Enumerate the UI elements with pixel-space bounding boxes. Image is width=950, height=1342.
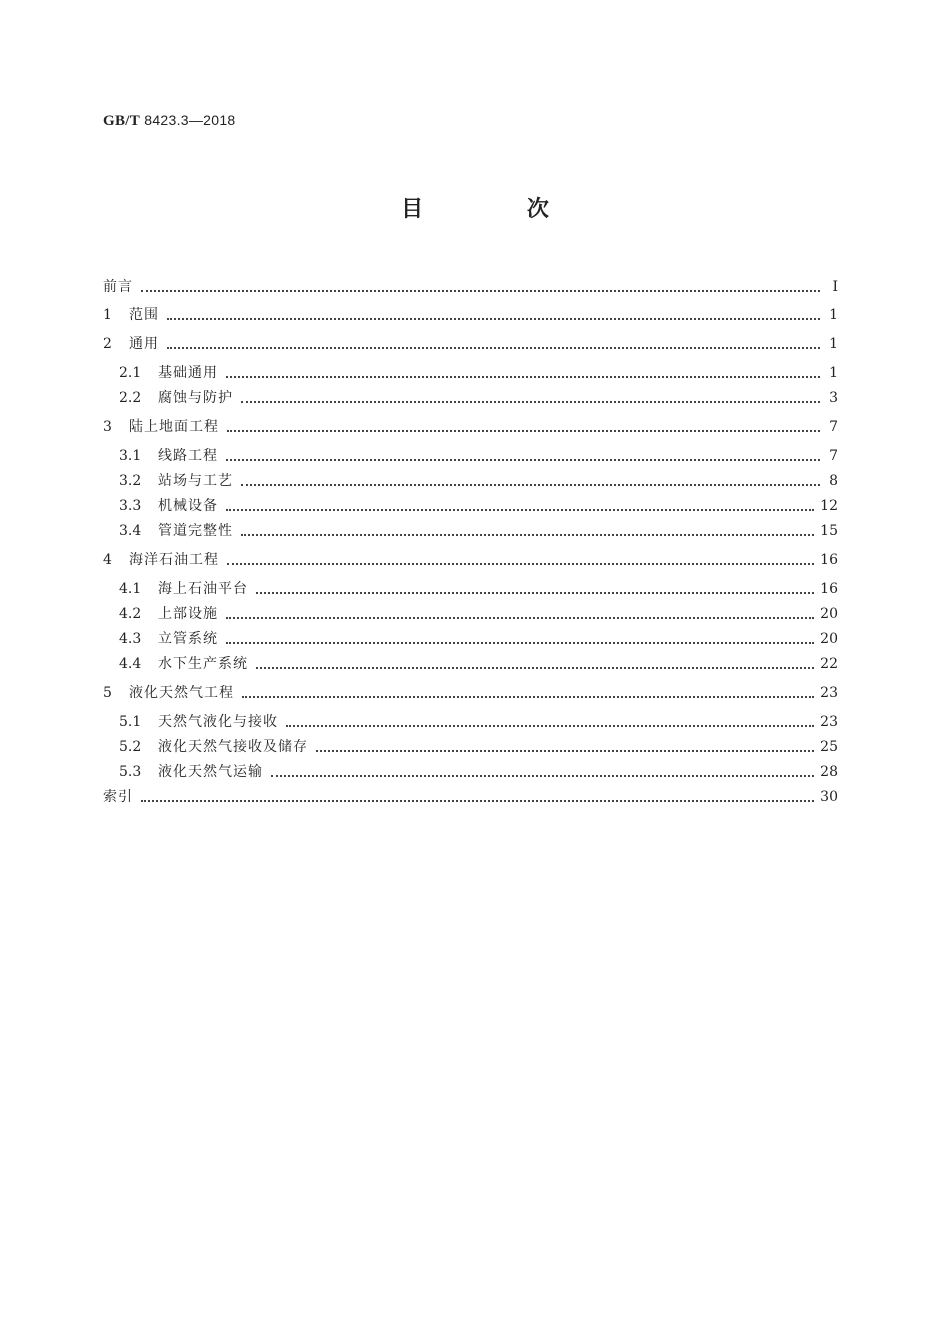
toc-entry-label: 液化天然气工程 [129,685,234,701]
toc-entry-page: Ⅰ [832,279,838,295]
leader-dots [316,740,814,752]
toc-entry-label: 管道完整性 [158,523,233,539]
toc-entry[interactable] [103,276,838,296]
toc-entry-number: 1 [103,307,112,323]
toc-entry[interactable] [103,786,838,806]
toc-entry-page: 8 [829,473,838,489]
toc-entry-number: 5.3 [119,764,142,780]
toc-entry[interactable] [103,549,838,569]
toc-entry-page: 12 [820,498,838,514]
leader-dots [227,553,814,565]
toc-entry-page: 28 [820,764,838,780]
toc-entry-page: 23 [820,714,838,730]
toc-entry-page: 25 [820,739,838,755]
toc-entry-number: 3.4 [119,523,142,539]
toc-entry[interactable] [119,711,838,731]
leader-dots [167,337,820,349]
toc-entry-page: 22 [820,656,838,672]
toc-entry[interactable] [103,304,838,324]
toc-entry-number: 2.1 [119,365,142,381]
toc-entry-label: 腐蚀与防护 [158,390,233,406]
toc-entry-page: 16 [820,581,838,597]
leader-dots [241,391,820,403]
toc-entry-number: 4 [103,552,112,568]
standard-code: 8423.3—2018 [144,112,236,128]
toc-entry-number: 5.2 [119,739,142,755]
toc-entry-label: 通用 [129,336,159,352]
page-title: 目 次 [401,197,597,222]
leader-dots [242,686,814,698]
toc-entry[interactable] [119,495,838,515]
toc-entry[interactable] [103,682,838,702]
toc-entry-page: 1 [829,336,838,352]
toc-entry-label: 水下生产系统 [158,656,248,672]
toc-entry-label: 上部设施 [158,606,218,622]
standard-prefix: GB/T [103,113,141,129]
toc-entry[interactable] [119,603,838,623]
leader-dots [241,524,814,536]
leader-dots [167,308,820,320]
toc-entry-number: 4.3 [119,631,142,647]
toc-entry-label: 液化天然气接收及储存 [158,739,308,755]
leader-dots [226,449,820,461]
toc-entry-number: 4.1 [119,581,142,597]
toc-entry-page: 1 [829,307,838,323]
toc-entry[interactable] [103,416,838,436]
toc-entry[interactable] [119,362,838,382]
toc-entry-label: 前言 [103,279,133,295]
toc-entry-label: 立管系统 [158,631,218,647]
toc-entry-page: 20 [820,606,838,622]
toc-entry-label: 基础通用 [158,365,218,381]
toc-entry[interactable] [103,333,838,353]
toc-entry-page: 1 [829,365,838,381]
toc-entry-label: 范围 [129,307,159,323]
toc-entry[interactable] [119,387,838,407]
toc-entry-number: 5.1 [119,714,142,730]
toc-entry-page: 20 [820,631,838,647]
toc-entry-label: 液化天然气运输 [158,764,263,780]
toc-entry-label: 站场与工艺 [158,473,233,489]
toc-entry-number: 2.2 [119,390,142,406]
leader-dots [226,366,820,378]
toc-entry-number: 5 [103,685,112,701]
leader-dots [271,765,814,777]
leader-dots [226,607,814,619]
toc-entry-label: 海洋石油工程 [129,552,219,568]
toc-entry-number: 4.2 [119,606,142,622]
toc-entry-page: 15 [820,523,838,539]
toc-entry-label: 天然气液化与接收 [158,714,278,730]
toc-entry-label: 线路工程 [158,448,218,464]
toc-entry-page: 30 [820,789,838,805]
toc-entry-page: 7 [829,419,838,435]
toc-entry-number: 2 [103,336,112,352]
leader-dots [226,632,814,644]
leader-dots [227,420,820,432]
leader-dots [241,474,820,486]
toc-entry-number: 3.3 [119,498,142,514]
toc-entry-page: 23 [820,685,838,701]
toc-entry[interactable] [119,628,838,648]
toc-entry-label: 陆上地面工程 [129,419,219,435]
toc-entry-number: 3.2 [119,473,142,489]
leader-dots [256,657,814,669]
leader-dots [226,499,814,511]
toc-entry[interactable] [119,578,838,598]
toc-entry-page: 3 [829,390,838,406]
toc-entry-number: 3.1 [119,448,142,464]
standard-number [103,112,236,130]
toc-entry-label: 索引 [103,789,133,805]
toc-entry[interactable] [119,520,838,540]
leader-dots [256,582,814,594]
toc-entry[interactable] [119,445,838,465]
toc-entry-page: 7 [829,448,838,464]
leader-dots [286,715,814,727]
toc-entry[interactable] [119,761,838,781]
toc-entry-label: 海上石油平台 [158,581,248,597]
leader-dots [141,280,820,292]
toc-entry-number: 4.4 [119,656,142,672]
toc-entry[interactable] [119,736,838,756]
toc-entry-page: 16 [820,552,838,568]
toc-entry-number: 3 [103,419,112,435]
leader-dots [141,790,814,802]
toc-entry[interactable] [119,653,838,673]
toc-entry-label: 机械设备 [158,498,218,514]
toc-entry[interactable] [119,470,838,490]
